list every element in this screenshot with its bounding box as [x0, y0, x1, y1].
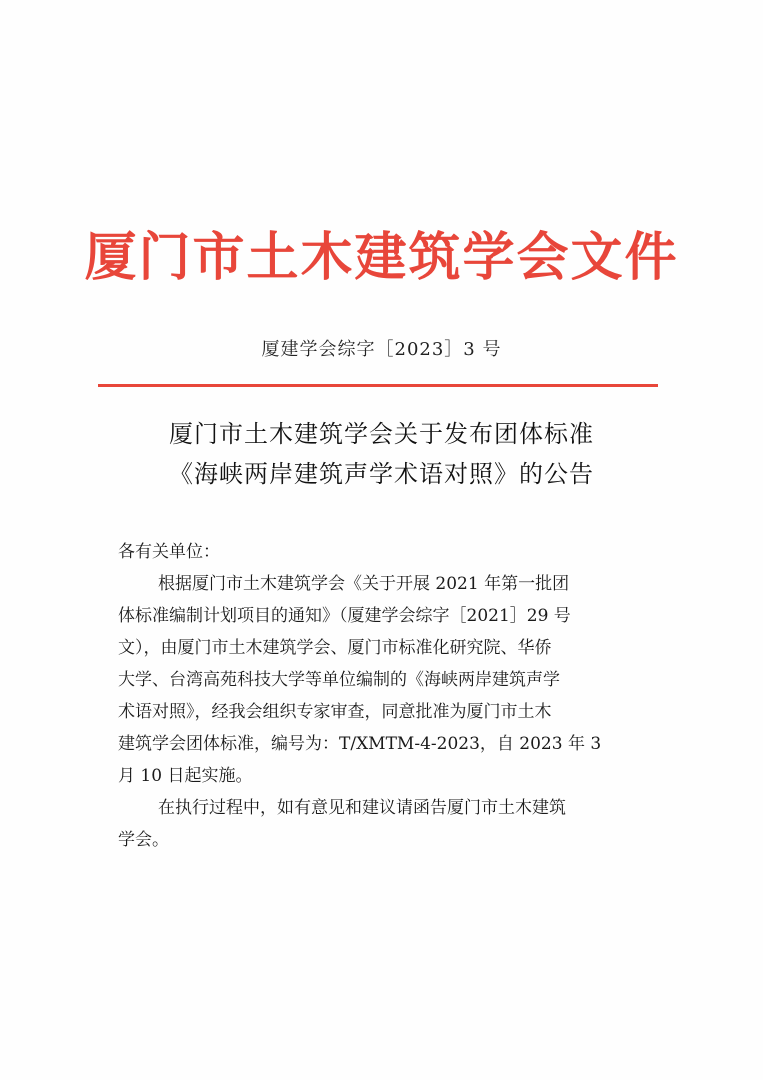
paragraph-1-line: 体标准编制计划项目的通知》（厦建学会综字［2021］29 号 [118, 606, 571, 626]
paragraph-1-line: 根据厦门市土木建筑学会《关于开展 2021 年第一批团 [158, 574, 570, 594]
paragraph-2-line: 学会。 [118, 830, 169, 850]
salutation: 各有关单位： [118, 542, 220, 562]
red-divider-line [98, 384, 658, 387]
announcement-body [118, 536, 648, 856]
paragraph-1-line: 文），由厦门市土木建筑学会、厦门市标准化研究院、华侨 [118, 638, 552, 658]
document-number: 厦建学会综字［2023］3 号 [261, 339, 502, 360]
paragraph-2-line: 在执行过程中，如有意见和建议请函告厦门市土木建筑 [158, 798, 566, 818]
paragraph-1-line: 大学、台湾高苑科技大学等单位编制的《海峡两岸建筑声学 [118, 670, 560, 690]
announcement-title [0, 414, 763, 494]
title-line-1: 厦门市土木建筑学会关于发布团体标准 [169, 420, 594, 448]
paragraph-1-line: 术语对照》，经我会组织专家审查，同意批准为厦门市土木 [118, 702, 552, 722]
title-line-2: 《海峡两岸建筑声学术语对照》的公告 [169, 460, 594, 488]
paragraph-1-line: 月 10 日起实施。 [118, 766, 253, 786]
letterhead-title: 厦门市土木建筑学会文件 [84, 228, 679, 288]
paragraph-1-line: 建筑学会团体标准，编号为：T/XMTM-4-2023，自 2023 年 3 [118, 734, 602, 754]
